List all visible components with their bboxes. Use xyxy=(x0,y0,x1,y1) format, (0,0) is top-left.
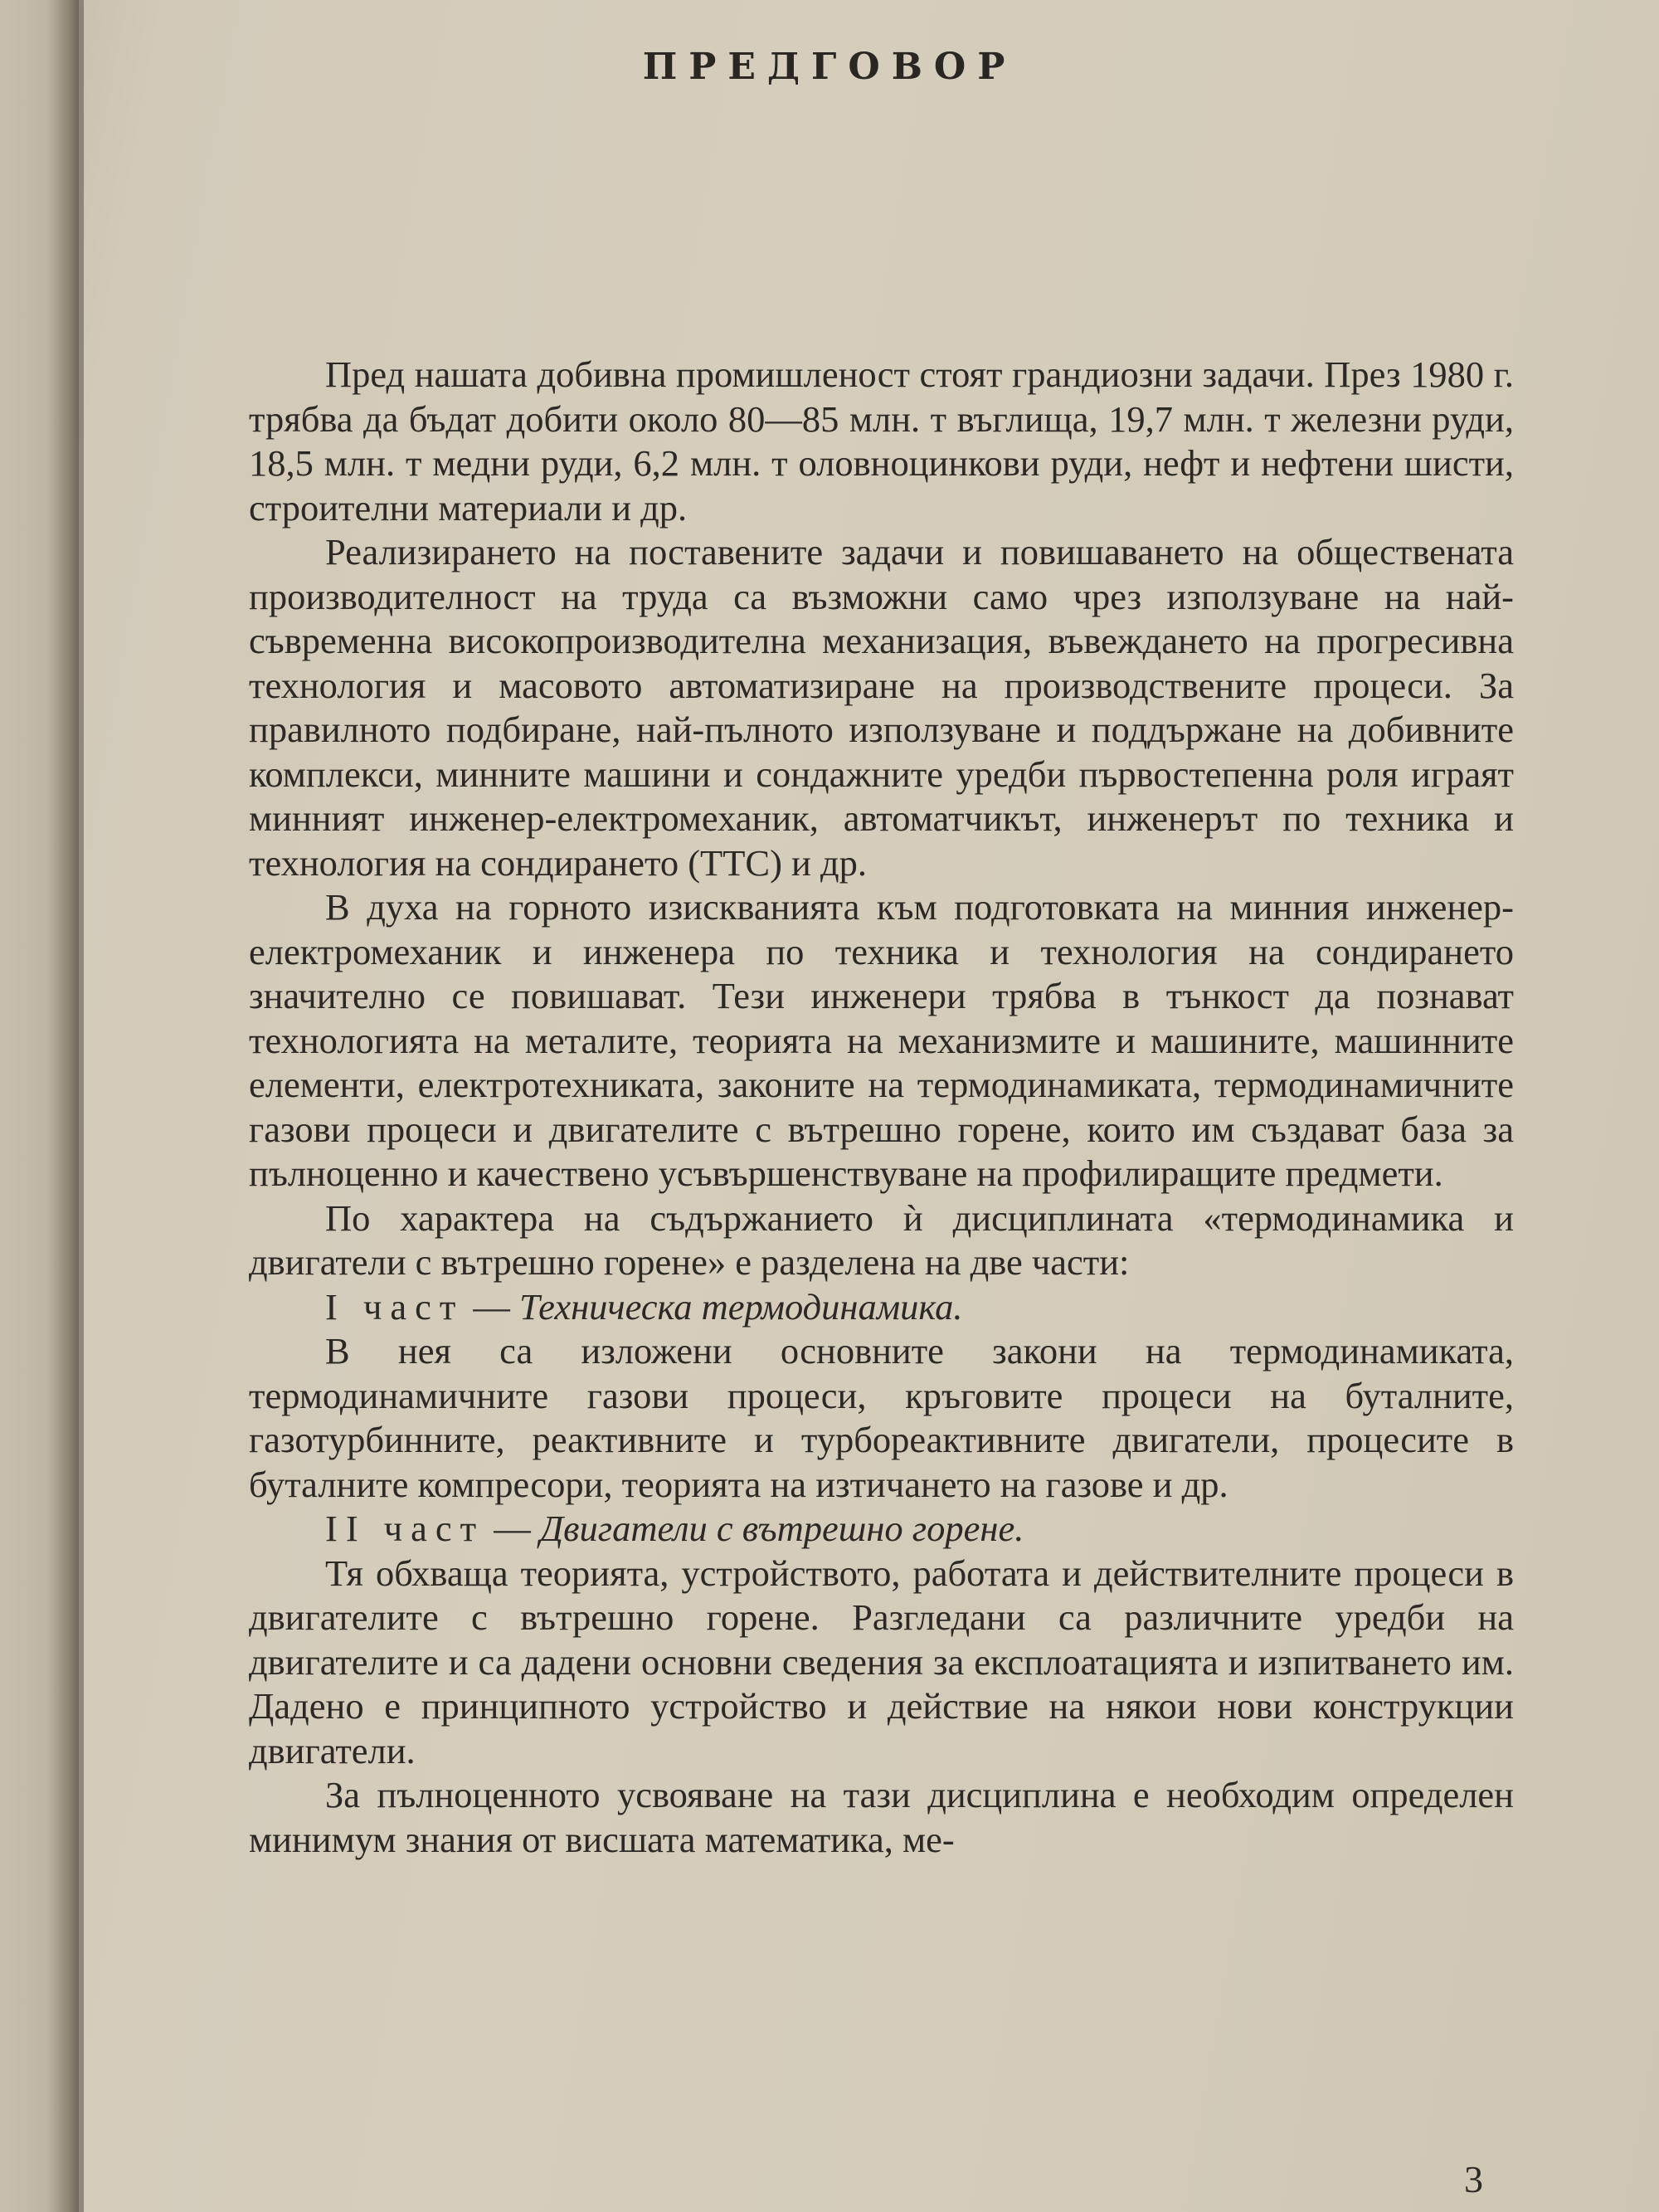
part-one-heading xyxy=(249,1285,1514,1330)
paragraph-prerequisites: За пълноценното усвояване на тази дисциплина е необходим определен минимум знания от висшата математика, ме- xyxy=(249,1774,1514,1860)
part-one-label: I част xyxy=(325,1285,465,1328)
part-two-dash: — xyxy=(484,1508,540,1549)
part-two-title: Двигатели с вътрешно горене. xyxy=(539,1508,1024,1549)
part-one-description: В нея са изложени основните закони на термодинамиката, термодинамичните газови процеси, кръговите процеси на буталните, газотурбинните, реактивните и турбореактивните двигатели, процесите в буталните компресори, теорията на изтичането на газове и др. xyxy=(249,1330,1514,1505)
facing-page-edge xyxy=(0,0,79,2212)
page-heading: ПРЕДГОВОР xyxy=(642,46,1017,88)
part-one-title: Техническа термодинамика. xyxy=(519,1285,963,1328)
paragraph-mechanization: Реализирането на поставените задачи и повишаването на обществената производителност на труда са възможни само чрез използуване на най-съвременна високопроизводителна механизация, въвеждането на прогресивна технология и масовото автоматизиране на производствените процеси. За правилното подбиране, най-пълното използуване и поддържане на добивните комплекси, минните машини и сондажните уредби първостепенна роля играят минният инженер-електромеханик, автоматчикът, инженерът по техника и технология на сондирането (ТТС) и др. xyxy=(249,531,1514,884)
part-two-description: Тя обхваща теорията, устройството, работата и действителните процеси в двигателите с вътрешно горене. Разгледани са различните уредби на двигателите и са дадени основни сведения за експлоатацията и изпитването им. Дадено е принципното устройство и действие на някои нови конструкции двигатели. xyxy=(249,1552,1514,1771)
part-two-heading xyxy=(249,1507,1514,1552)
paragraph-tasks: Пред нашата добивна промишленост стоят грандиозни задачи. През 1980 г. трябва да бъдат добити около 80—85 млн. т въглища, 19,7 млн. т железни руди, 18,5 млн. т медни руди, 6,2 млн. т оловноцинкови руди, нефт и нефтени шисти, строителни материали и др. xyxy=(249,353,1514,529)
body-text xyxy=(249,353,1514,1862)
page-number: 3 xyxy=(1464,2158,1483,2200)
paragraph-structure: По характера на съдържанието ѝ дисциплината «термодинамика и двигатели с вътрешно горене» е разделена на две части: xyxy=(249,1196,1514,1283)
part-one-dash: — xyxy=(464,1285,520,1328)
book-gutter xyxy=(79,0,84,2212)
part-two-label: II част xyxy=(325,1508,485,1549)
paragraph-requirements: В духа на горното изискванията към подготовката на минния инженер-електромеханик и инженера по техника и технология на сондирането значително се повишават. Тези инженери трябва в тънкост да познават технологията на металите, теорията на механизмите и машините, машинните елементи, електротехниката, законите на термодинамиката, термодинамичните газови процеси и двигателите с вътрешно горене, които им създават база за пълноценно и качествено усъвършенствуване на профилиращите предмети. xyxy=(249,886,1514,1194)
